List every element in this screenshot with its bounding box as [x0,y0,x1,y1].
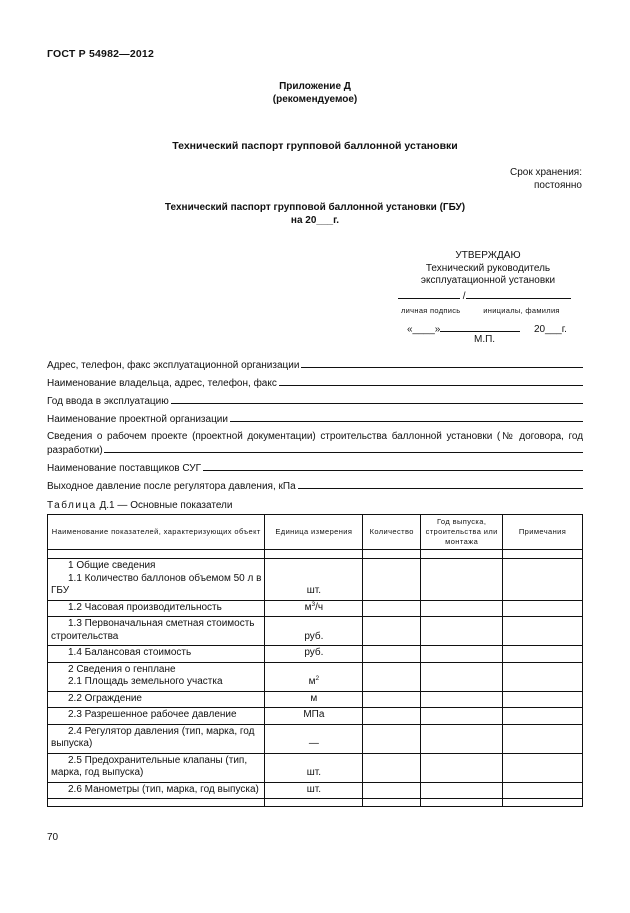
table-row [48,600,583,617]
suppliers-label: Наименование поставщиков СУГ [47,463,202,474]
row-2-3-year[interactable] [421,708,503,725]
approve-word: УТВЕРЖДАЮ [455,250,521,261]
row-2-1-label: 2.1 Площадь земельного участка [68,676,223,687]
row-2-1-notes[interactable] [503,662,583,691]
suppliers-field [47,461,583,475]
table-caption-number: Д.1 [99,500,115,511]
address-blank[interactable] [301,358,583,368]
approval-block [388,250,588,288]
signature-blank [398,289,460,299]
row-1-1-notes[interactable] [503,559,583,601]
approve-position2: эксплуатационной установки [420,275,556,286]
address-field [47,358,583,372]
date-month-blank [440,322,520,332]
col-header-name: Наименование показателей, характеризующих объект [48,515,265,550]
row-2-2-year[interactable] [421,691,503,708]
row-2-5-label: 2.5 Предохранительные клапаны (тип, марка, год выпуска) [48,753,265,782]
document-id: ГОСТ Р 54982—2012 [47,48,155,60]
row-1-4-notes[interactable] [503,646,583,663]
page-number: 70 [47,832,59,843]
design-org-label: Наименование проектной организации [47,414,228,425]
row-2-1-unit: $м^2$ [265,662,363,691]
row-2-2-unit: м [265,691,363,708]
table-caption-title: Основные показатели [130,500,233,511]
row-2-1-year[interactable] [421,662,503,691]
general-heading: 1 Общие сведения [68,560,156,571]
row-1-4-qty[interactable] [363,646,421,663]
project-info-label: Сведения о рабочем проекте (проектной документации) строительства баллонной установки (№ договора, год [47,431,583,442]
year-in-label: Год ввода в эксплуатацию [47,396,169,407]
row-2-6-year[interactable] [421,782,503,799]
table-row [48,617,583,646]
owner-blank[interactable] [279,376,583,386]
table-caption [47,500,232,511]
row-2-3-label: 2.3 Разрешенное рабочее давление [48,708,265,725]
owner-label: Наименование владельца, адрес, телефон, факс [47,378,277,389]
table-row [48,662,583,691]
annex-heading [0,80,630,106]
project-info-tail-label: разработки) [47,445,103,456]
row-2-4-qty[interactable] [363,724,421,753]
row-2-5-notes[interactable] [503,753,583,782]
out-pressure-label: Выходное давление после регулятора давления, кПа [47,481,296,492]
initials-blank [466,289,571,299]
approve-position1: Технический руководитель [425,262,551,274]
table-header-row [48,515,583,550]
row-1-2-unit: $м^3/ч$ [265,600,363,617]
row-1-3-notes[interactable] [503,617,583,646]
row-2-3-qty[interactable] [363,708,421,725]
out-pressure-field [47,479,583,493]
col-header-year: Год выпуска, строительства или монтажа [421,515,503,550]
row-1-4-year[interactable] [421,646,503,663]
date-day: «____» [407,324,441,335]
row-2-2-label: 2.2 Ограждение [48,691,265,708]
storage-value: постоянно [533,180,582,191]
design-org-field [47,412,583,426]
row-2-3-notes[interactable] [503,708,583,725]
main-title: Технический паспорт групповой баллонной установки [172,140,458,152]
signature-slash: / [462,291,466,302]
project-info-field [47,430,583,457]
col-header-qty: Количество [363,515,421,550]
row-2-4-notes[interactable] [503,724,583,753]
indicators-table [47,514,583,807]
passport-title-line1: Технический паспорт групповой баллонной установки (ГБУ) [164,202,466,213]
row-2-5-unit: шт. [265,753,363,782]
row-2-2-qty[interactable] [363,691,421,708]
annex-subtitle: (рекомендуемое) [272,94,358,105]
signature-line [398,289,578,302]
passport-title [0,201,630,227]
table-row [48,753,583,782]
row-1-2-year[interactable] [421,600,503,617]
year-in-field [47,394,583,408]
initials-label: инициалы, фамилия [483,306,560,315]
table-row [48,782,583,799]
date-year: 20___г. [533,324,567,335]
row-2-1-qty[interactable] [363,662,421,691]
out-pressure-blank[interactable] [298,479,583,489]
address-label: Адрес, телефон, факс эксплуатационной организации [47,360,300,371]
row-1-3-qty[interactable] [363,617,421,646]
row-1-2-qty[interactable] [363,600,421,617]
row-2-3-unit: МПа [265,708,363,725]
row-2-4-year[interactable] [421,724,503,753]
annex-title: Приложение Д [279,81,351,92]
row-2-6-notes[interactable] [503,782,583,799]
row-2-6-qty[interactable] [363,782,421,799]
design-org-blank[interactable] [230,412,583,422]
suppliers-blank[interactable] [203,461,583,471]
row-1-3-year[interactable] [421,617,503,646]
row-2-5-year[interactable] [421,753,503,782]
table-row [48,646,583,663]
row-2-6-unit: шт. [265,782,363,799]
storage-term [510,166,582,192]
row-1-1-label: 1.1 Количество баллонов объемом 50 л в ГБУ [51,572,262,596]
row-2-5-qty[interactable] [363,753,421,782]
year-in-blank[interactable] [171,394,583,404]
table-continuation-row [48,799,583,807]
table-row [48,691,583,708]
project-info-blank[interactable] [104,443,583,453]
project-info-tail [47,443,583,457]
signature-captions [401,306,560,315]
table-row [48,708,583,725]
row-1-1-qty[interactable] [363,559,421,601]
row-1-4-label: 1.4 Балансовая стоимость [48,646,265,663]
row-1-3-unit: руб. [265,617,363,646]
table-row [48,724,583,753]
table-row [48,559,583,601]
row-1-1-unit: шт. [265,559,363,601]
genplan-heading: 2 Сведения о генплане [68,663,176,675]
row-1-3-label: 1.3 Первоначальная сметная стоимость строительства [48,617,265,646]
row-2-2-notes[interactable] [503,691,583,708]
row-general-info [48,559,265,601]
row-2-6-label: 2.6 Манометры (тип, марка, год выпуска) [48,782,265,799]
col-header-notes: Примечания [503,515,583,550]
row-1-2-notes[interactable] [503,600,583,617]
row-2-4-unit: — [265,724,363,753]
row-1-2-label: 1.2 Часовая производительность [48,600,265,617]
table-spacer-row [48,550,583,559]
row-1-4-unit: руб. [265,646,363,663]
table-caption-dash: — [117,500,128,511]
row-genplan [48,662,265,691]
owner-field [47,376,583,390]
col-header-unit: Единица измерения [265,515,363,550]
storage-label: Срок хранения: [509,167,582,178]
table-caption-prefix: Таблица [47,500,97,511]
stamp-mark: М.П. [474,334,496,345]
passport-title-line2: на 20___г. [290,215,340,226]
sign-label: личная подпись [401,306,461,315]
row-2-4-label: 2.4 Регулятор давления (тип, марка, год выпуска) [48,724,265,753]
row-1-1-year[interactable] [421,559,503,601]
